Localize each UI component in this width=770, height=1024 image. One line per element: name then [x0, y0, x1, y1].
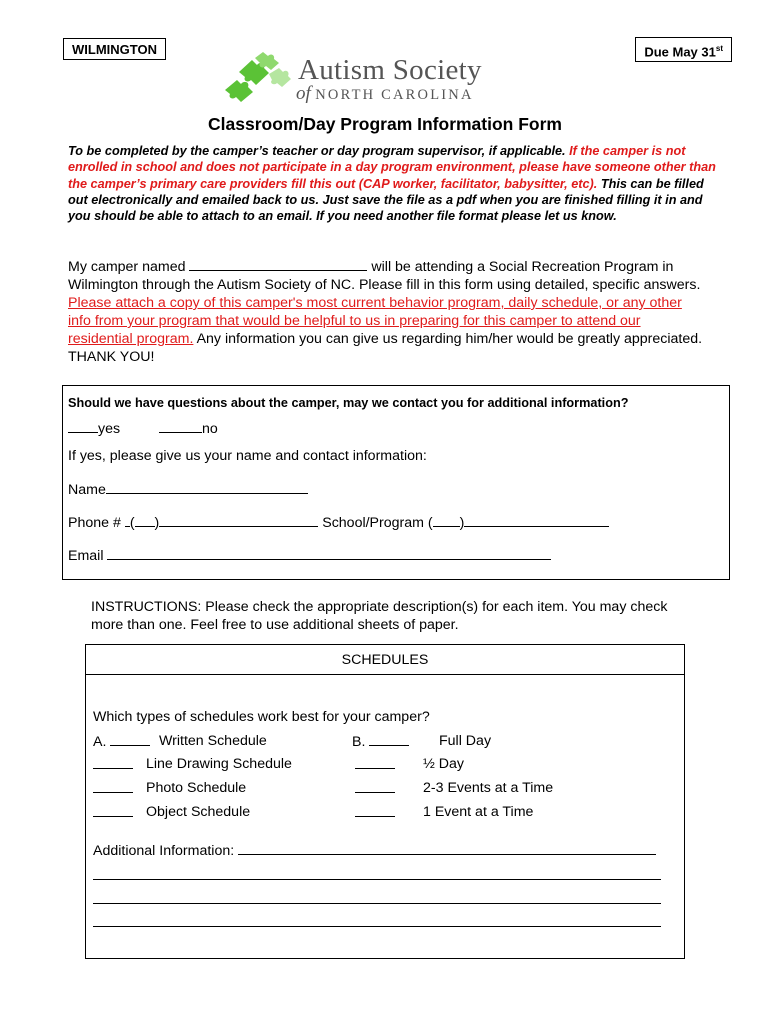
due-date-label	[635, 37, 732, 62]
schedules-header-divider	[85, 674, 685, 675]
contact-question: Should we have questions about the camper, may we contact you for additional information?	[68, 396, 629, 410]
col-b-option-2: ½ Day	[423, 756, 465, 772]
phone-label: Phone #	[68, 515, 121, 531]
email-label: Email	[68, 548, 104, 564]
logo-subtitle	[296, 83, 474, 105]
yes-label: yes	[98, 421, 121, 437]
additional-field-4[interactable]	[93, 926, 661, 927]
col-b-option-3: 2-3 Events at a Time	[423, 780, 554, 796]
schedules-header: SCHEDULES	[341, 652, 429, 668]
logo-subtitle-text: NORTH CAROLINA	[315, 87, 474, 103]
col-b-checkbox-4[interactable]	[355, 804, 395, 817]
col-a-label: A.	[93, 734, 107, 750]
col-a-option-3: Photo Schedule	[146, 780, 247, 796]
intro-part1: To be completed by the camper’s teacher or day program supervisor, if applicable.	[68, 144, 566, 158]
col-a-checkbox-4[interactable]	[93, 804, 133, 817]
due-date-text: Due May 31	[644, 44, 716, 60]
logo-subtitle-prefix: of	[296, 83, 311, 104]
logo-title: Autism Society	[298, 54, 482, 86]
name-row	[68, 481, 308, 499]
para-red: Please attach a copy of this camper's most current behavior program, daily schedule, or any other info from your program that would be helpful to us in preparing for this camper to attend our residential program.	[68, 295, 682, 347]
additional-label: Additional Information:	[93, 843, 235, 859]
col-a-row-1	[93, 733, 150, 751]
puzzle-logo-icon	[219, 50, 291, 106]
col-a-checkbox-3[interactable]	[93, 780, 133, 793]
school-field[interactable]	[464, 514, 609, 527]
col-a-checkbox-1[interactable]	[110, 733, 150, 746]
col-b-checkbox-1[interactable]	[369, 733, 409, 746]
col-a-option-2: Line Drawing Schedule	[146, 756, 292, 772]
col-a-option-1: Written Schedule	[159, 733, 267, 749]
additional-row	[93, 842, 656, 860]
due-date-suffix: st	[715, 44, 723, 53]
col-b-checkbox-3[interactable]	[355, 780, 395, 793]
name-field[interactable]	[106, 481, 308, 494]
phone-row	[68, 514, 609, 532]
schedules-table	[85, 644, 685, 959]
if-yes-text: If yes, please give us your name and contact information:	[68, 448, 427, 464]
email-field[interactable]	[107, 547, 551, 560]
additional-field-2[interactable]	[93, 879, 661, 880]
school-paren-open: (	[427, 515, 433, 531]
camper-name-field[interactable]	[189, 258, 367, 271]
schedules-question: Which types of schedules work best for your camper?	[93, 709, 430, 725]
camper-paragraph	[68, 258, 708, 366]
yes-checkbox-line[interactable]	[68, 420, 98, 433]
col-b-label: B.	[352, 734, 366, 750]
instructions-text: INSTRUCTIONS: Please check the appropriate description(s) for each item. You may check more than one. Feel free to use additional sheets of paper.	[91, 599, 668, 633]
location-label	[63, 38, 166, 60]
school-label: School/Program	[322, 515, 424, 531]
additional-field-1[interactable]	[238, 842, 656, 855]
col-b-option-4: 1 Event at a Time	[423, 804, 534, 820]
form-title: Classroom/Day Program Information Form	[208, 114, 562, 134]
col-a-option-4: Object Schedule	[146, 804, 251, 820]
location-text: WILMINGTON	[72, 42, 157, 57]
phone-number-field[interactable]	[159, 514, 318, 527]
school-paren-close: )	[459, 515, 465, 531]
col-a-checkbox-2[interactable]	[93, 756, 133, 769]
para-part1: My camper named	[68, 259, 186, 275]
phone-area-field[interactable]	[135, 514, 155, 527]
school-area-field[interactable]	[433, 514, 460, 527]
name-label: Name	[68, 482, 106, 498]
col-b-option-1: Full Day	[439, 733, 492, 749]
intro-red: If the camper is not enrolled in school and does not participate in a day program environment, please have someone other than the camper’s primary care providers fill this out (CAP worker, facilitator, babysitter, etc).	[68, 144, 716, 191]
col-b-row-1	[352, 733, 409, 751]
intro-part2: This can be filled out electronically and emailed back to us. Just save the file as a pdf when you are finished filling it in and you should be able to attach to an email. If you need another file format please let us know.	[68, 176, 704, 224]
col-b-checkbox-2[interactable]	[355, 756, 395, 769]
para-part2: will be attending a Social Recreation Program in Wilmington through the Autism Society of NC. Please fill in this form using detailed, specific answers.	[68, 259, 701, 293]
no-label: no	[201, 421, 218, 437]
yes-no-row	[68, 420, 218, 438]
phone-paren-open: (	[129, 515, 135, 531]
intro-text	[68, 143, 716, 224]
additional-field-3[interactable]	[93, 903, 661, 904]
no-checkbox-line[interactable]	[159, 420, 202, 433]
phone-paren-close: )	[154, 515, 160, 531]
para-part3: Any information you can give us regarding him/her would be greatly appreciated. THANK YOU!	[68, 331, 703, 365]
email-row	[68, 547, 551, 565]
